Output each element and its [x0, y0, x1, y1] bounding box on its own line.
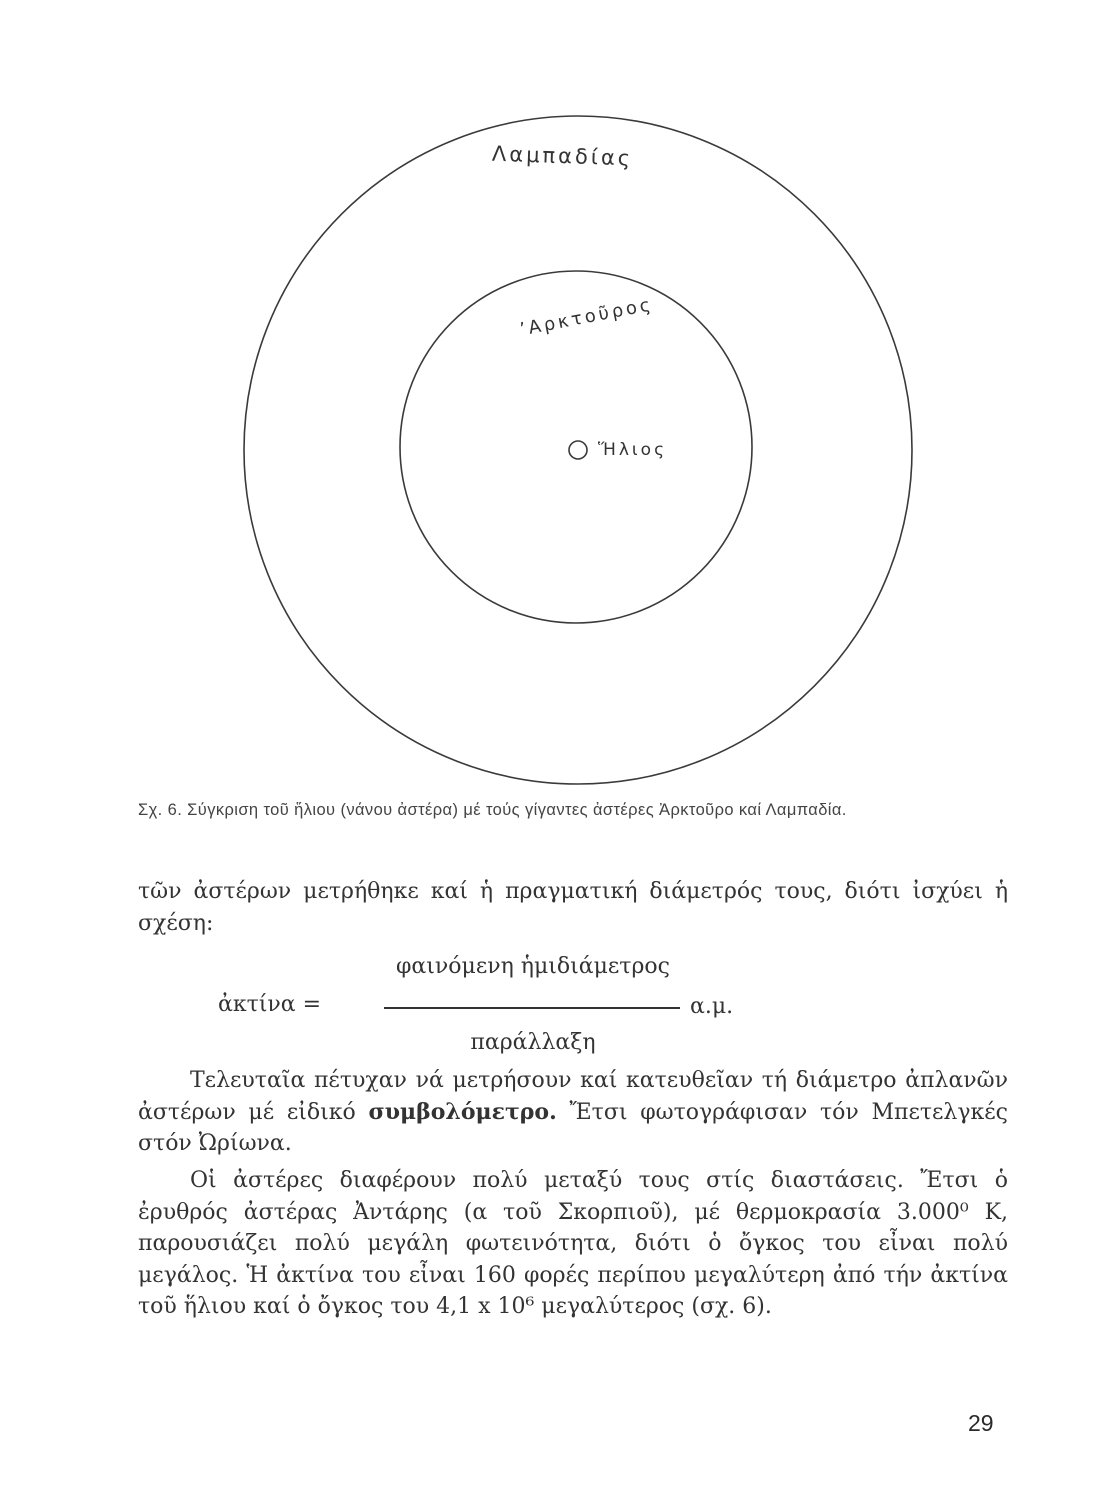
paragraph-1: τῶν ἀστέρων μετρήθηκε καί ἡ πραγματική διάμετρός τους, διότι ἰσχύει ἡ σχέση:: [138, 879, 1008, 936]
paragraph-2-before: Τελευταῖα πέτυχαν νά μετρήσουν καί κατευθεῖαν τή διάμετρο ἀπλανῶν ἀστέρων μέ εἰδικό: [138, 1068, 1008, 1125]
figure-caption: Σχ. 6. Σύγκριση τοῦ ἥλιου (νάνου ἀστέρα) μέ τούς γίγαντες ἀστέρες Ἀρκτοῦρο καί Λαμπαδία.: [138, 801, 847, 819]
formula-unit: α.μ.: [690, 994, 734, 1019]
paragraph-2: [138, 1065, 1008, 1160]
sun-label: Ἥλιος: [598, 440, 668, 460]
lampadias-circle: [244, 116, 912, 784]
formula-denominator: παράλλαξη: [470, 1030, 596, 1055]
paragraph-2-after: Ἔτσι φωτογράφισαν τόν Μπετελγκές στόν Ὠρίωνα.: [138, 1099, 1008, 1156]
lampadias-label: Λαμπαδίας: [491, 141, 634, 171]
page-number: 29: [968, 1410, 994, 1436]
paragraph-2-term: συμβολόμετρο.: [368, 1098, 557, 1125]
radius-formula: [0, 952, 1113, 1062]
arktouros-label: ʼΑρκτοῦρος: [518, 294, 656, 341]
paragraph-3: Οἱ ἀστέρες διαφέρουν πολύ μεταξύ τους στίς διαστάσεις. Ἔτσι ὁ ἐρυθρός ἀστέρας Ἀντάρης (α τοῦ Σκορπιοῦ), μέ θερμοκρασία 3.000⁰ Κ, παρουσιάζει πολύ μεγάλη φωτεινότητα, διότι ὁ ὄγκος του εἶναι πολύ μεγάλος. Ἡ ἀκτίνα του εἶναι 160 φορές περίπου μεγαλύτερη ἀπό τήν ἀκτίνα τοῦ ἥλιου καί ὁ ὄγκος του 4,1 x 10⁶ μεγαλύτερος (σχ. 6).: [138, 1168, 1008, 1319]
formula-lhs: ἀκτίνα =: [218, 992, 322, 1017]
fraction-bar: [384, 1007, 680, 1009]
sun-circle: [569, 441, 587, 459]
formula-numerator: φαινόμενη ἡμιδιάμετρος: [396, 954, 670, 979]
